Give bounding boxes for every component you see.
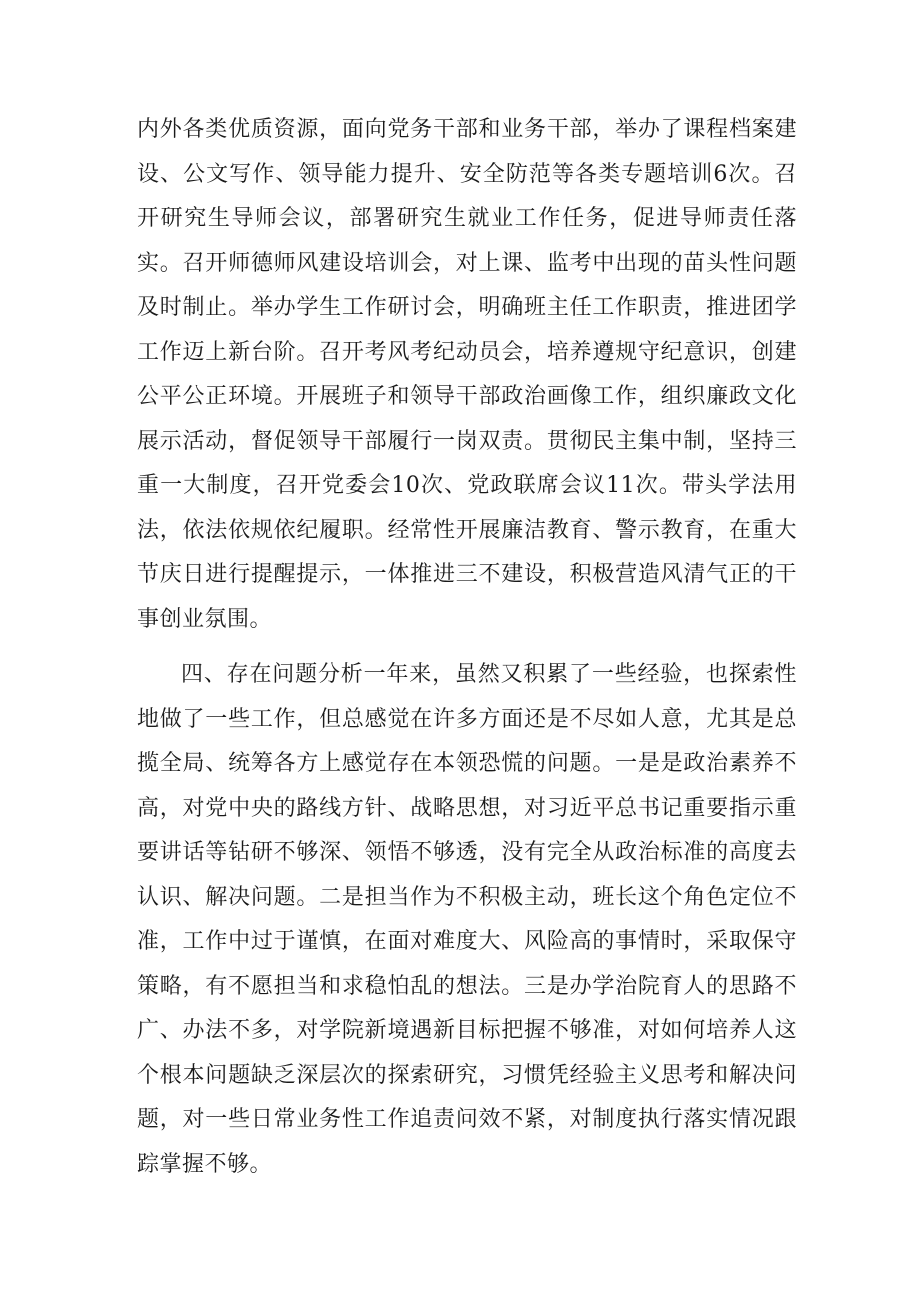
- body-paragraph-problem-analysis: 四、存在问题分析一年来，虽然又积累了一些经验，也探索性地做了一些工作，但总感觉在许多方面还是不尽如人意，尤其是总揽全局、统筹各方上感觉存在本领恐慌的问题。一是是政治素养不高，对党中央的路线方针、战略思想，对习近平总书记重要指示重要讲话等钻研不够深、领悟不够透，没有完全从政治标准的高度去认识、解决问题。二是担当作为不积极主动，班长这个角色定位不准，工作中过于谨慎，在面对难度大、风险高的事情时，采取保守策略，有不愿担当和求稳怕乱的想法。三是办学治院育人的思路不广、办法不多，对学院新境遇新目标把握不够准，对如何培养人这个根本问题缺乏深层次的探索研究，习惯凭经验主义思考和解决问题，对一些日常业务性工作追责问效不紧，对制度执行落实情况跟踪掌握不够。: [137, 662, 797, 1177]
- body-paragraph-continued: 内外各类优质资源，面向党务干部和业务干部，举办了课程档案建设、公文写作、领导能力提升、安全防范等各类专题培训6次。召开研究生导师会议，部署研究生就业工作任务，促进导师责任落实。召开师德师风建设培训会，对上课、监考中出现的苗头性问题及时制止。举办学生工作研讨会，明确班主任工作职责，推进团学工作迈上新台阶。召开考风考纪动员会，培养遵规守纪意识，创建公平公正环境。开展班子和领导干部政治画像工作，组织廉政文化展示活动，督促领导干部履行一岗双责。贯彻民主集中制，坚持三重一大制度，召开党委会10次、党政联席会议11次。带头学法用法，依法依规依纪履职。经常性开展廉洁教育、警示教育，在重大节庆日进行提醒提示，一体推进三不建设，积极营造风清气正的干事创业氛围。: [137, 117, 797, 632]
